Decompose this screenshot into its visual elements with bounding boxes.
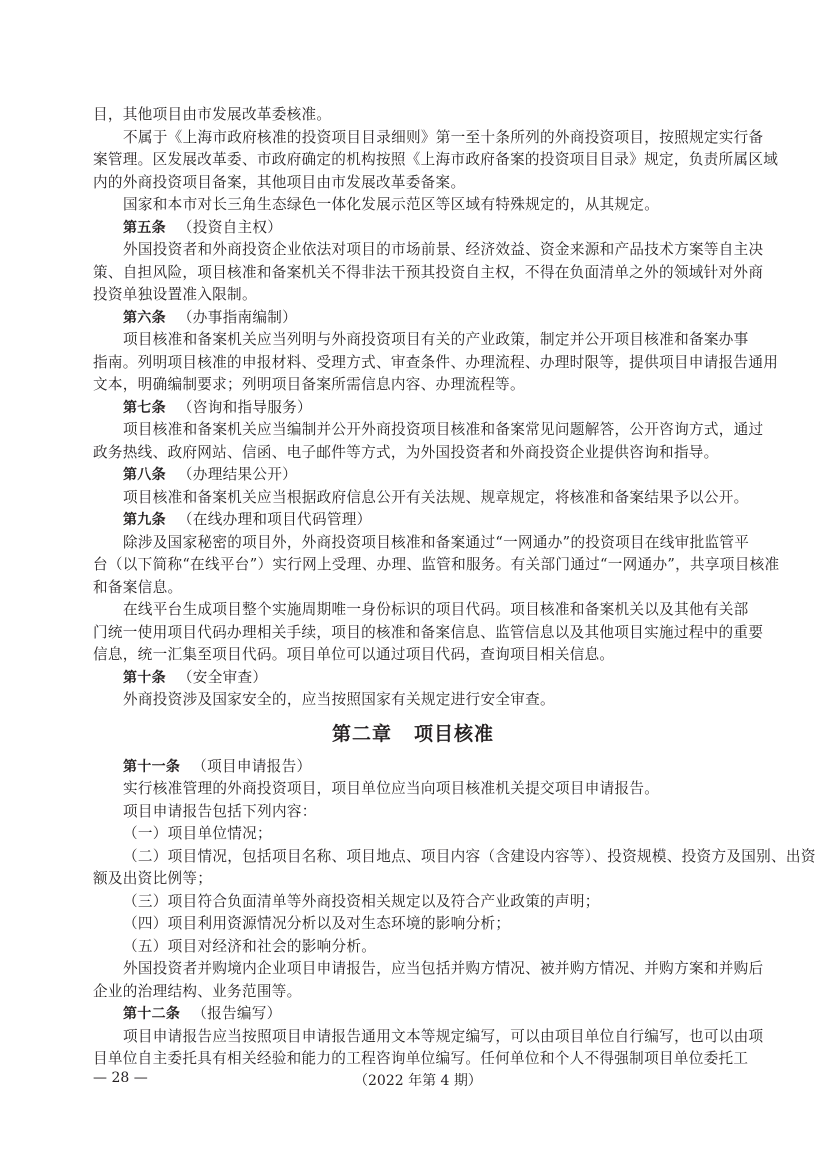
article-number: 第八条 [123, 467, 166, 483]
article-title: （安全审查） [177, 668, 268, 686]
text-line: 额及出资比例等； [93, 870, 213, 887]
text-line: 实行核准管理的外商投资项目，项目单位应当向项目核准机关提交项目申请报告。 [123, 780, 660, 797]
text-line: 项目核准和备案机关应当编制并公开外商投资项目核准和备案常见问题解答，公开咨询方式，通过 [123, 421, 764, 438]
article-title: （办理结果公开） [177, 466, 298, 483]
article-number: 第五条 [123, 219, 166, 236]
text-line: 项目核准和备案机关应当列明与外商投资项目有关的产业政策，制定并公开项目核准和备案办事 [123, 331, 749, 348]
article-number: 第九条 [123, 512, 166, 528]
article-title: （报告编写） [192, 1005, 282, 1022]
text-line: 目单位自主委托具有相关经验和能力的工程咨询单位编写。任何单位和个人不得强制项目单位委托工 [93, 1050, 749, 1067]
article-heading [93, 217, 733, 240]
text-line: 除涉及国家秘密的项目外，外商投资项目核准和备案通过“一网通办”的投资项目在线审批监管平 [123, 533, 750, 551]
article-number: 第十一条 [123, 758, 181, 775]
chapter-title: 项目核准 [414, 722, 495, 745]
article-heading [93, 667, 733, 690]
text-line: 项目申请报告应当按照项目申请报告通用文本等规定编写，可以由项目单位自行编写，也可以由项 [123, 1027, 764, 1045]
text-line: （四）项目利用资源情况分析以及对生态环境的影响分析； [123, 915, 511, 932]
text-line: 门统一使用项目代码办理相关手续，项目的核准和备案信息、监管信息以及其他项目实施过程中的重要 [93, 623, 764, 641]
article-number: 第七条 [123, 399, 166, 416]
article-heading [93, 509, 733, 532]
article-number: 第十条 [123, 669, 166, 686]
text-line: 政务热线、政府网站、信函、电子邮件等方式，为外国投资者和外商投资企业提供咨询和指导。 [93, 443, 719, 461]
article-heading [93, 756, 733, 779]
text-line: 外商投资涉及国家安全的，应当按照国家有关规定进行安全审查。 [123, 691, 555, 708]
article-number: 第十二条 [123, 1006, 181, 1022]
text-line: （五）项目对经济和社会的影响分析。 [123, 937, 377, 955]
text-line: 外国投资者并购境内企业项目申请报告，应当包括并购方情况、被并购方情况、并购方案和并购后 [123, 960, 764, 977]
text-line: （三）项目符合负面清单等外商投资相关规定以及符合产业政策的声明； [123, 892, 600, 910]
body-text [93, 104, 816, 1071]
text-line: （一）项目单位情况； [123, 825, 272, 842]
text-line: 信息，统一汇集至项目代码。项目单位可以通过项目代码，查询项目相关信息。 [93, 646, 615, 663]
article-heading [93, 464, 733, 487]
text-line: 策、自担风险，项目核准和备案机关不得非法干预其投资自主权，不得在负面清单之外的领域针对外商 [93, 263, 764, 281]
text-line: 国家和本市对长三角生态绿色一体化发展示范区等区域有特殊规定的，从其规定。 [123, 196, 660, 213]
text-line: 指南。列明项目核准的申报材料、受理方式、审查条件、办理流程、办理时限等，提供项目申请报告通用 [93, 353, 779, 371]
text-line: （二）项目情况，包括项目名称、项目地点、项目内容（含建设内容等）、投资规模、投资方及国别、出资 [123, 847, 816, 865]
article-title: （在线办理和项目代码管理） [177, 511, 372, 528]
text-line: 不属于《上海市政府核准的投资项目目录细则》第一至十条所列的外商投资项目，按照规定实行备 [123, 128, 764, 146]
text-line: 外国投资者和外商投资企业依法对项目的市场前景、经济效益、资金来源和产品技术方案等自主决 [123, 241, 764, 258]
text-line: 和备案信息。 [93, 578, 183, 596]
text-line: 项目核准和备案机关应当根据政府信息公开有关法规、规章规定，将核准和备案结果予以公开。 [123, 488, 749, 506]
page-number: — 28 — [93, 1070, 148, 1086]
text-line: 在线平台生成项目整个实施周期唯一身份标识的项目代码。项目核准和备案机关以及其他有关部 [123, 601, 749, 618]
article-heading [93, 397, 733, 420]
text-line: 台（以下简称“在线平台”）实行网上受理、办理、监管和服务。有关部门通过“一网通办”，共享项目核准 [93, 556, 780, 573]
issue-label: （2022 年第 4 期） [354, 1073, 482, 1089]
text-line: 项目申请报告包括下列内容： [123, 802, 317, 820]
chapter-number: 第二章 [331, 722, 392, 745]
text-line: 目，其他项目由市发展改革委核准。 [93, 106, 332, 123]
text-line: 案管理。区发展改革委、市政府确定的机构按照《上海市政府备案的投资项目目录》规定，负责所属区域 [93, 151, 779, 168]
article-title: （咨询和指导服务） [177, 398, 312, 416]
article-title: （办事指南编制） [177, 308, 298, 326]
article-title: （项目申请报告） [192, 757, 312, 775]
text-line: 文本，明确编制要求；列明项目备案所需信息内容、办理流程等。 [93, 376, 525, 393]
article-number: 第六条 [123, 309, 166, 326]
article-heading [93, 1003, 733, 1026]
chapter-heading [93, 712, 733, 756]
text-line: 投资单独设置准入限制。 [93, 286, 257, 303]
text-line: 企业的治理结构、业务范围等。 [93, 982, 302, 1000]
article-title: （投资自主权） [177, 218, 283, 236]
text-line: 内的外商投资项目备案，其他项目由市发展改革委备案。 [93, 173, 466, 191]
article-heading [93, 307, 733, 330]
